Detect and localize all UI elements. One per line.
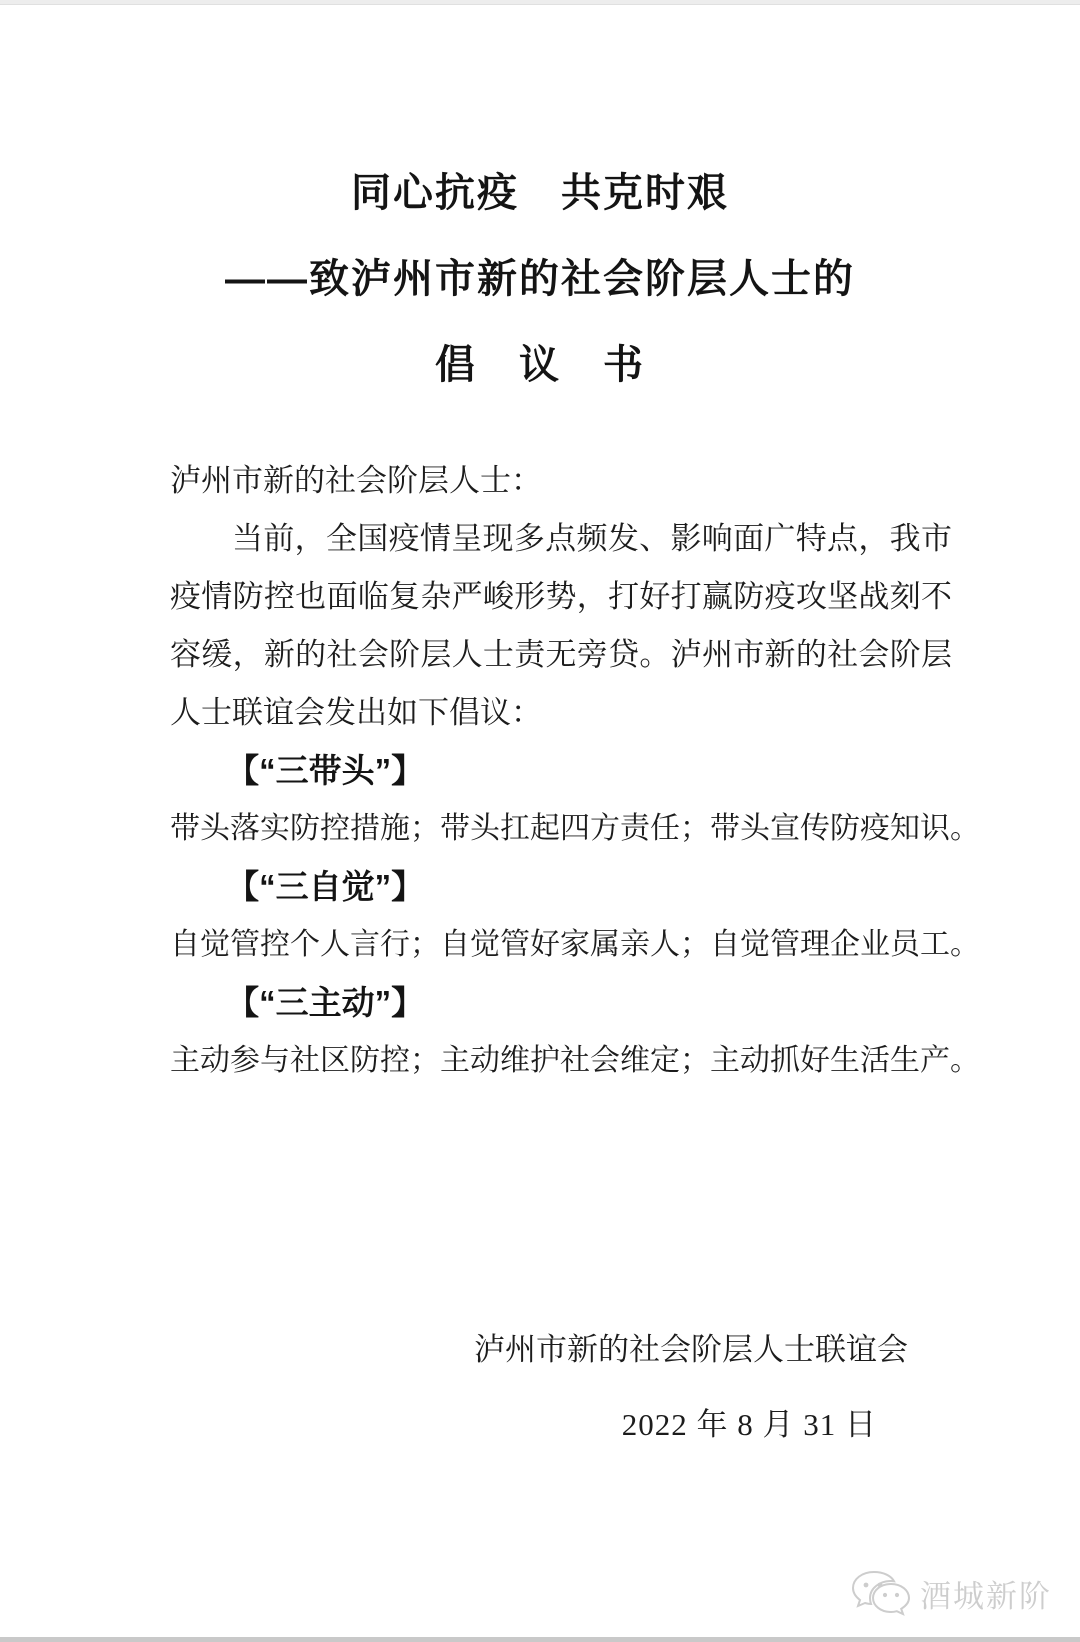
section-content-zijue: 自觉管控个人言行；自觉管好家属亲人；自觉管理企业员工。 bbox=[170, 928, 980, 961]
title-line-1: 同心抗疫 共克时艰 bbox=[351, 171, 729, 215]
signature-date: 2022 年 8 月 31 日 bbox=[621, 1407, 877, 1442]
top-edge-strip bbox=[0, 0, 1080, 5]
section-heading-zijue: 【“三自觉”】 bbox=[226, 868, 425, 905]
signature-block bbox=[0, 1312, 1080, 1462]
section-content-zhudong: 主动参与社区防控；主动维护社会维定；主动抓好生活生产。 bbox=[170, 1044, 980, 1077]
section-heading-daitou: 【“三带头”】 bbox=[226, 752, 425, 789]
title-line-3: 倡 议 书 bbox=[435, 343, 645, 387]
document-body bbox=[170, 452, 980, 1090]
wechat-icon bbox=[850, 1568, 912, 1618]
opening-paragraph: 当前，全国疫情呈现多点频发、影响面广特点，我市疫情防控也面临复杂严峻形势，打好打赢防疫攻坚战刻不容缓，新的社会阶层人士责无旁贷。泸州市新的社会阶层人士联谊会发出如下倡议： bbox=[170, 521, 952, 730]
signature-organization: 泸州市新的社会阶层人士联谊会 bbox=[474, 1332, 908, 1367]
section-heading-zhudong: 【“三主动”】 bbox=[226, 984, 425, 1021]
salutation: 泸州市新的社会阶层人士： bbox=[170, 463, 542, 498]
section-content-daitou: 带头落实防控措施；带头扛起四方责任；带头宣传防疫知识。 bbox=[170, 812, 980, 845]
document-title bbox=[0, 150, 1080, 408]
title-line-2: ——致泸州市新的社会阶层人士的 bbox=[225, 257, 855, 301]
watermark-label: 酒城新阶 bbox=[920, 1578, 1052, 1614]
bottom-edge-strip bbox=[0, 1637, 1080, 1642]
account-watermark bbox=[850, 1568, 1052, 1618]
